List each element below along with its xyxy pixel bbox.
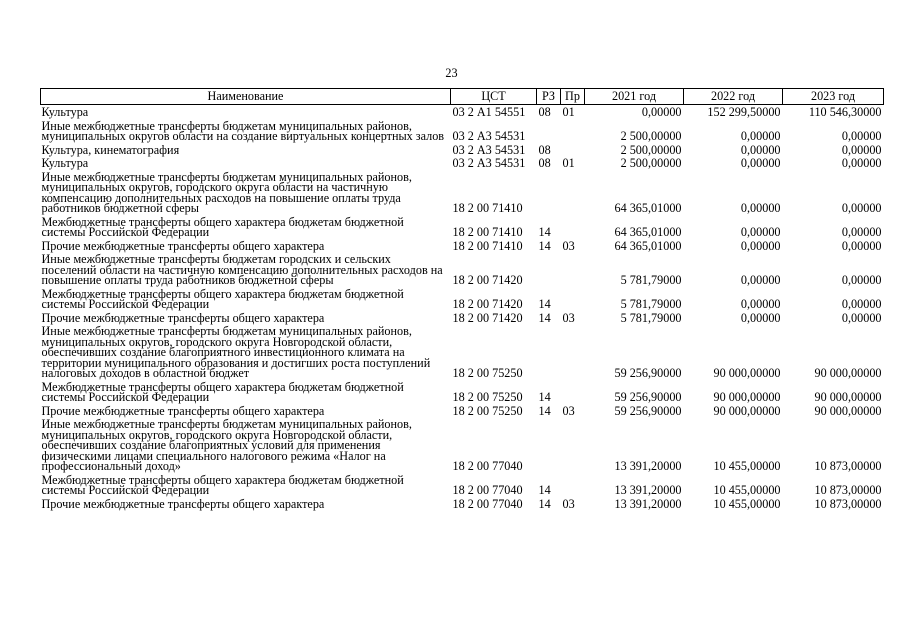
cell-name: Прочие межбюджетные трансферты общего характера [41, 403, 325, 418]
cell-2021: 5 781,79000 [620, 273, 682, 287]
cell-2022: 0,00000 [740, 310, 781, 325]
cell-2023: 110 546,30000 [808, 105, 882, 119]
cell-rz: 14 [538, 225, 551, 239]
cell-2022: 10 455,00000 [713, 459, 781, 473]
cell-2023: 90 000,00000 [814, 366, 882, 380]
cell-2023: 0,00000 [841, 297, 882, 311]
cell-name: Культура [41, 156, 89, 170]
cell-2022: 10 455,00000 [713, 496, 781, 511]
cell-pr [561, 121, 585, 145]
cell-rz: 14 [538, 403, 551, 418]
cell-cst: 03 2 А3 54531 [452, 156, 526, 170]
cell-rz: 08 [538, 105, 551, 119]
cell-2021: 13 391,20000 [614, 459, 682, 473]
table-row [41, 419, 884, 475]
cell-rz: 14 [538, 483, 551, 497]
cell-2023: 10 873,00000 [814, 483, 882, 497]
cell-pr [561, 419, 585, 475]
cell-2022: 0,00000 [740, 225, 781, 239]
cell-name: Иные межбюджетные трансферты бюджетам муниципальных районов, муниципальных округов, городского округа области на частичную компенсацию дополнительных расходов на повышение оплаты труда работников бюджетной сферы [41, 169, 412, 215]
cell-2022: 0,00000 [740, 156, 781, 170]
cell-cst: 03 2 А1 54551 [452, 105, 526, 119]
cell-pr: 01 [562, 156, 575, 170]
cell-2023: 0,00000 [841, 273, 882, 287]
cell-2021: 2 500,00000 [620, 142, 682, 157]
header-2021: 2021 год [585, 89, 684, 105]
cell-cst: 18 2 00 75250 [452, 390, 523, 404]
cell-2023: 0,00000 [841, 142, 882, 157]
cell-rz [537, 326, 561, 382]
cell-name: Межбюджетные трансферты общего характера бюджетам бюджетной системы Российской Федерации [41, 472, 404, 497]
cell-name: Культура [41, 105, 89, 119]
cell-cst: 18 2 00 71410 [452, 225, 523, 239]
cell-2023: 0,00000 [841, 225, 882, 239]
cell-2021: 64 365,01000 [614, 238, 682, 253]
cell-name: Межбюджетные трансферты общего характера бюджетам бюджетной системы Российской Федерации [41, 379, 404, 404]
cell-rz: 14 [538, 238, 551, 253]
cell-cst: 18 2 00 71420 [452, 273, 523, 287]
cell-rz: 14 [538, 310, 551, 325]
table-row [41, 289, 884, 313]
cell-2021: 64 365,01000 [614, 225, 682, 239]
header-2022: 2022 год [684, 89, 783, 105]
table-row [41, 475, 884, 499]
cell-cst: 18 2 00 71420 [452, 310, 523, 325]
cell-2021: 64 365,01000 [614, 201, 682, 215]
cell-cst: 18 2 00 77040 [452, 496, 523, 511]
cell-name: Иные межбюджетные трансферты бюджетам муниципальных районов, муниципальных округов, городского округа Новгородской области, обеспечивших создание благоприятного инвестиционного климата на территории муниципального образования и достигших роста поступлений налоговых доходов в областной бюджет [41, 324, 431, 380]
cell-2022: 0,00000 [740, 201, 781, 215]
cell-cst: 03 2 А3 54531 [452, 142, 526, 157]
cell-2022: 0,00000 [740, 142, 781, 157]
cell-pr [561, 172, 585, 217]
cell-2022: 0,00000 [740, 238, 781, 253]
cell-2021: 5 781,79000 [620, 310, 682, 325]
table-row [41, 326, 884, 382]
cell-name: Иные межбюджетные трансферты бюджетам муниципальных районов, муниципальных округов, городского округа Новгородской области, обеспечивших создание благоприятных условий для применения физическими лицами специального налогового режима «Налог на профессиональный доход» [41, 417, 412, 473]
cell-2021: 59 256,90000 [614, 403, 682, 418]
cell-2022: 10 455,00000 [713, 483, 781, 497]
cell-rz: 14 [538, 297, 551, 311]
cell-rz [537, 419, 561, 475]
budget-table [40, 88, 884, 512]
cell-cst: 18 2 00 75250 [452, 366, 523, 380]
cell-2021: 13 391,20000 [614, 496, 682, 511]
cell-2023: 0,00000 [841, 129, 882, 143]
cell-rz [537, 172, 561, 217]
cell-cst: 18 2 00 71410 [452, 238, 523, 253]
cell-2023: 90 000,00000 [814, 390, 882, 404]
cell-name: Прочие межбюджетные трансферты общего характера [41, 496, 325, 511]
cell-cst: 18 2 00 71420 [452, 297, 523, 311]
cell-pr: 01 [562, 105, 575, 119]
cell-pr [561, 326, 585, 382]
cell-2021: 2 500,00000 [620, 129, 682, 143]
table-row [41, 217, 884, 241]
cell-pr: 03 [562, 310, 575, 325]
header-rz: РЗ [537, 89, 561, 105]
cell-2022: 0,00000 [740, 129, 781, 143]
cell-2021: 59 256,90000 [614, 366, 682, 380]
cell-pr: 03 [562, 238, 575, 253]
cell-2021: 13 391,20000 [614, 483, 682, 497]
cell-rz: 08 [538, 156, 551, 170]
cell-2021: 59 256,90000 [614, 390, 682, 404]
cell-2022: 90 000,00000 [713, 403, 781, 418]
cell-pr: 03 [562, 496, 575, 511]
cell-name: Иные межбюджетные трансферты бюджетам городских и сельских поселений области на частичную компенсацию дополнительных расходов на повышение оплаты труда работников бюджетной сферы [41, 252, 443, 287]
cell-2023: 0,00000 [841, 201, 882, 215]
cell-2022: 0,00000 [740, 297, 781, 311]
table-header [41, 89, 884, 105]
header-2023: 2023 год [783, 89, 884, 105]
cell-2022: 152 299,50000 [707, 105, 781, 119]
cell-pr [561, 217, 585, 241]
cell-2023: 10 873,00000 [814, 496, 882, 511]
table-row [41, 172, 884, 217]
header-cst: ЦСТ [451, 89, 537, 105]
cell-pr: 03 [562, 403, 575, 418]
cell-rz [537, 121, 561, 145]
cell-2021: 2 500,00000 [620, 156, 682, 170]
table-body [41, 105, 884, 513]
cell-2022: 90 000,00000 [713, 366, 781, 380]
page-number: 23 [445, 66, 458, 80]
cell-cst: 03 2 А3 54531 [452, 129, 526, 143]
cell-rz [537, 254, 561, 289]
cell-rz: 14 [538, 390, 551, 404]
cell-2021: 0,00000 [641, 105, 682, 119]
cell-cst: 18 2 00 77040 [452, 483, 523, 497]
cell-rz: 14 [538, 496, 551, 511]
table-row [41, 121, 884, 145]
cell-pr [561, 382, 585, 406]
cell-cst: 18 2 00 77040 [452, 459, 523, 473]
cell-2022: 0,00000 [740, 273, 781, 287]
table-row [41, 254, 884, 289]
cell-2023: 0,00000 [841, 156, 882, 170]
cell-2023: 90 000,00000 [814, 403, 882, 418]
cell-name: Прочие межбюджетные трансферты общего характера [41, 238, 325, 253]
cell-name: Межбюджетные трансферты общего характера бюджетам бюджетной системы Российской Федерации [41, 286, 404, 311]
header-pr: Пр [561, 89, 585, 105]
cell-cst: 18 2 00 75250 [452, 403, 523, 418]
table-row [41, 499, 884, 513]
cell-cst: 18 2 00 71410 [452, 201, 523, 215]
cell-2023: 0,00000 [841, 238, 882, 253]
cell-pr [561, 254, 585, 289]
cell-pr [561, 289, 585, 313]
cell-pr [561, 475, 585, 499]
header-name: Наименование [41, 89, 451, 105]
table-row [41, 382, 884, 406]
cell-rz: 08 [538, 142, 551, 157]
cell-name: Культура, кинематография [41, 142, 180, 157]
cell-2021: 5 781,79000 [620, 297, 682, 311]
cell-name: Иные межбюджетные трансферты бюджетам муниципальных районов, муниципальных округов области на создание виртуальных концертных залов [41, 118, 445, 143]
cell-2023: 0,00000 [841, 310, 882, 325]
cell-name: Межбюджетные трансферты общего характера бюджетам бюджетной системы Российской Федерации [41, 214, 404, 239]
cell-name: Прочие межбюджетные трансферты общего характера [41, 310, 325, 325]
cell-2023: 10 873,00000 [814, 459, 882, 473]
cell-2022: 90 000,00000 [713, 390, 781, 404]
